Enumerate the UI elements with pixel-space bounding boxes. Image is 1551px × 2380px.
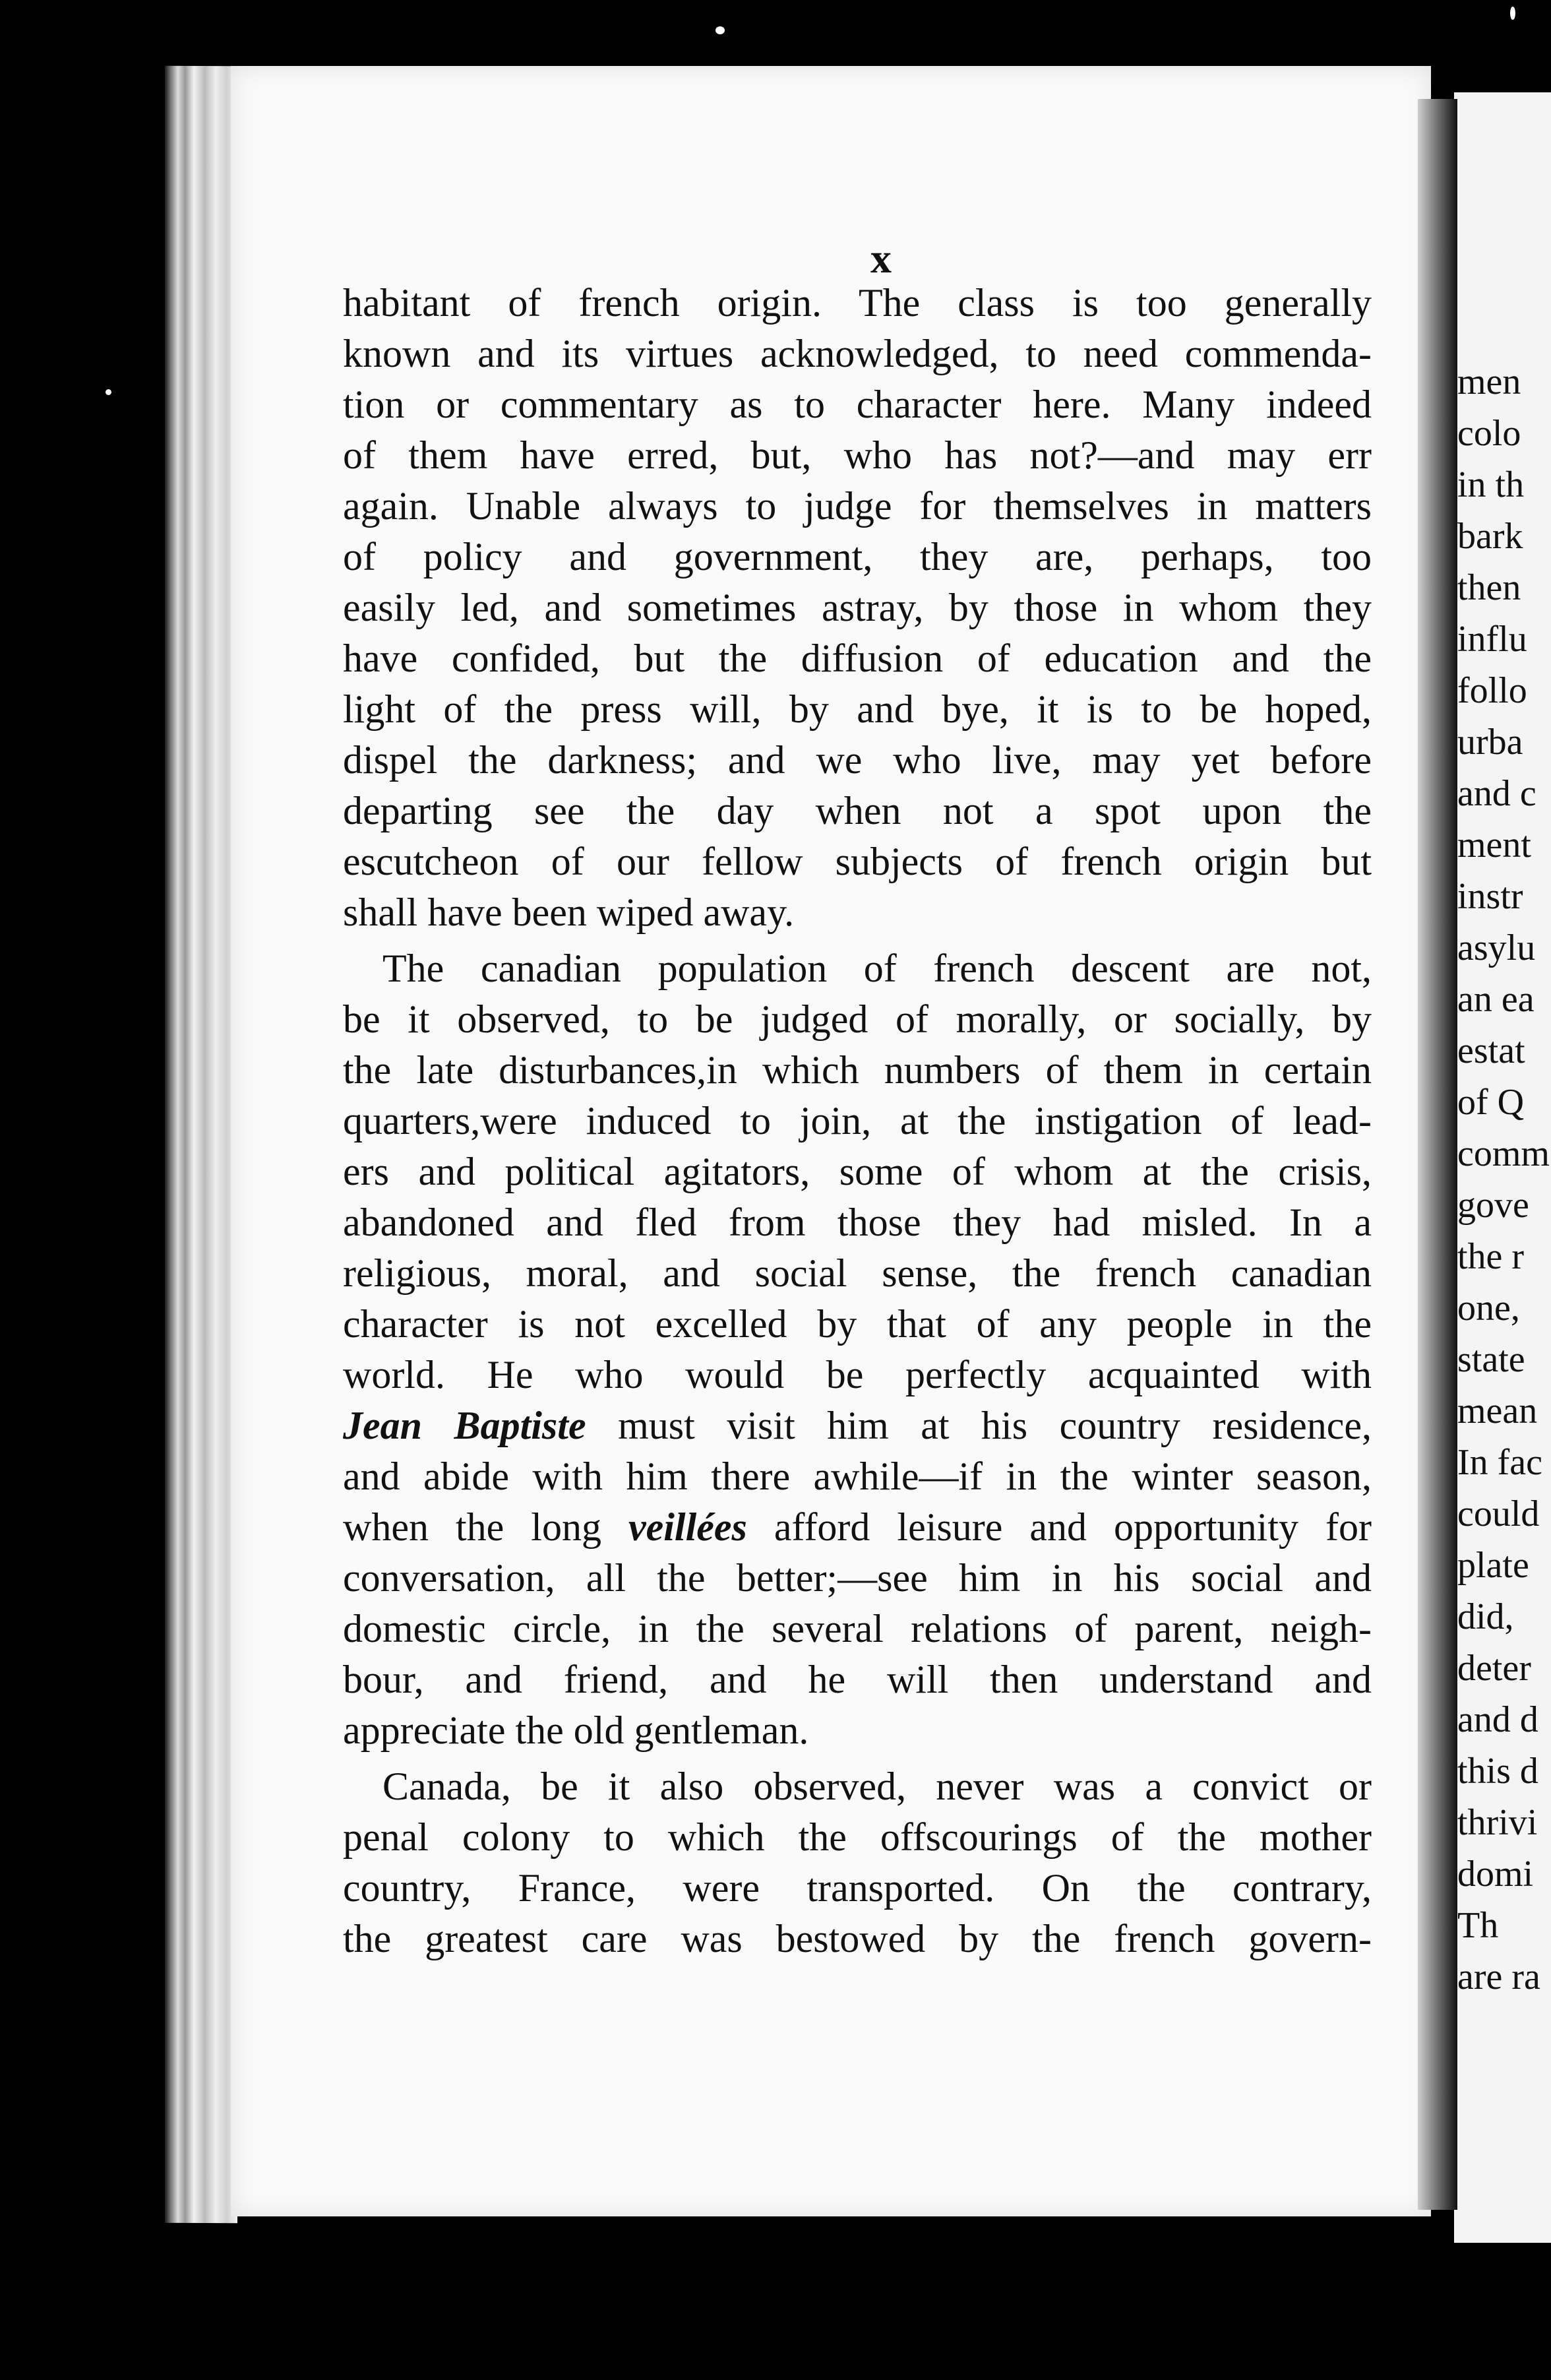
text-line: of policy and government, they are, perhaps, too <box>343 535 1372 579</box>
adjacent-text-line: gove <box>1457 1185 1529 1226</box>
adjacent-text-line: follo <box>1457 670 1527 711</box>
adjacent-text-line: men <box>1457 361 1521 402</box>
adjacent-text-line: in th <box>1457 464 1525 505</box>
adjacent-text-line: mean <box>1457 1391 1538 1431</box>
text-line: shall have been wiped away. <box>343 891 795 934</box>
adjacent-text-line: influ <box>1457 619 1527 660</box>
text-line: appreciate the old gentleman. <box>343 1708 809 1752</box>
adjacent-text-line: deter <box>1457 1648 1531 1689</box>
text-line: Jean Baptiste must visit him at his country residence, <box>343 1404 1372 1447</box>
adjacent-text-line: asylu <box>1457 927 1536 968</box>
adjacent-text-line: instr <box>1457 876 1523 917</box>
text-line: be it observed, to be judged of morally, or socially, by <box>343 997 1372 1041</box>
text-line: domestic circle, in the several relations of parent, neigh- <box>343 1607 1372 1650</box>
adjacent-text-line: are ra <box>1457 1957 1540 1997</box>
text-line: country, France, were transported. On the contrary, <box>343 1866 1372 1910</box>
gutter-shadow <box>1418 99 1457 2210</box>
page-number: x <box>870 235 893 282</box>
adjacent-text-line: and d <box>1457 1699 1538 1740</box>
text-line: the late disturbances,in which numbers of them in certain <box>343 1048 1372 1092</box>
text-line: when the long veillées afford leisure and opportunity for <box>343 1505 1372 1549</box>
text-line: escutcheon of our fellow subjects of french origin but <box>343 840 1372 883</box>
dust-speck <box>715 26 725 34</box>
adjacent-text-line: In fac <box>1457 1442 1543 1483</box>
text-line: penal colony to which the offscourings of the mother <box>343 1815 1372 1859</box>
dust-speck <box>1510 7 1515 20</box>
text-line: light of the press will, by and bye, it is to be hoped, <box>343 687 1372 731</box>
adjacent-text-line: estat <box>1457 1030 1525 1071</box>
dust-speck <box>106 389 111 395</box>
text-line: dispel the darkness; and we who live, may yet before <box>343 738 1372 782</box>
text-line: habitant of french origin. The class is too generally <box>343 281 1372 325</box>
text-line: conversation, all the better;—see him in his social and <box>343 1556 1372 1600</box>
adjacent-text-line: this d <box>1457 1751 1538 1792</box>
text-line: ers and political agitators, some of whom at the crisis, <box>343 1150 1372 1193</box>
adjacent-text-line: urba <box>1457 722 1523 763</box>
text-line: again. Unable always to judge for themselves in matters <box>343 484 1372 528</box>
text-line: and abide with him there awhile—if in the winter season, <box>343 1455 1372 1498</box>
adjacent-text-line: an ea <box>1457 979 1535 1020</box>
adjacent-text-line: state <box>1457 1339 1525 1380</box>
adjacent-text-line: bark <box>1457 516 1523 557</box>
text-line: character is not excelled by that of any people in the <box>343 1302 1372 1346</box>
text-line: world. He who would be perfectly acquainted with <box>343 1353 1372 1396</box>
text-line: quarters,were induced to join, at the instigation of lead- <box>343 1099 1372 1143</box>
adjacent-text-line: of Q <box>1457 1082 1525 1123</box>
text-line: religious, moral, and social sense, the french canadian <box>343 1251 1372 1295</box>
adjacent-text-line: domi <box>1457 1854 1534 1895</box>
text-line: of them have erred, but, who has not?—and may err <box>343 433 1372 477</box>
adjacent-text-line: the r <box>1457 1236 1525 1277</box>
text-line: bour, and friend, and he will then understand and <box>343 1658 1372 1701</box>
book-binding-edge <box>165 66 237 2224</box>
text-line: known and its virtues acknowledged, to need commenda- <box>343 332 1372 375</box>
adjacent-text-line: and c <box>1457 773 1536 814</box>
adjacent-text-line: ment <box>1457 825 1531 865</box>
text-line: tion or commentary as to character here. Many indeed <box>343 383 1372 426</box>
adjacent-text-line: then <box>1457 567 1521 608</box>
text-line: easily led, and sometimes astray, by those in whom they <box>343 586 1372 629</box>
adjacent-text-line: colo <box>1457 413 1521 454</box>
text-line: abandoned and fled from those they had misled. In a <box>343 1201 1372 1244</box>
adjacent-text-line: thrivi <box>1457 1802 1538 1843</box>
text-line: have confided, but the diffusion of education and the <box>343 637 1372 680</box>
adjacent-text-line: could <box>1457 1493 1540 1534</box>
adjacent-text-line: plate <box>1457 1545 1529 1586</box>
adjacent-text-line: Th <box>1457 1905 1499 1946</box>
text-line: The canadian population of french descent are not, <box>382 947 1372 990</box>
adjacent-text-line: comm <box>1457 1133 1550 1174</box>
text-line: departing see the day when not a spot upon the <box>343 789 1372 832</box>
text-line: Canada, be it also observed, never was a convict or <box>382 1765 1372 1808</box>
adjacent-text-line: did, <box>1457 1596 1514 1637</box>
adjacent-text-line: one, <box>1457 1288 1520 1329</box>
text-line: the greatest care was bestowed by the french govern- <box>343 1917 1372 1960</box>
